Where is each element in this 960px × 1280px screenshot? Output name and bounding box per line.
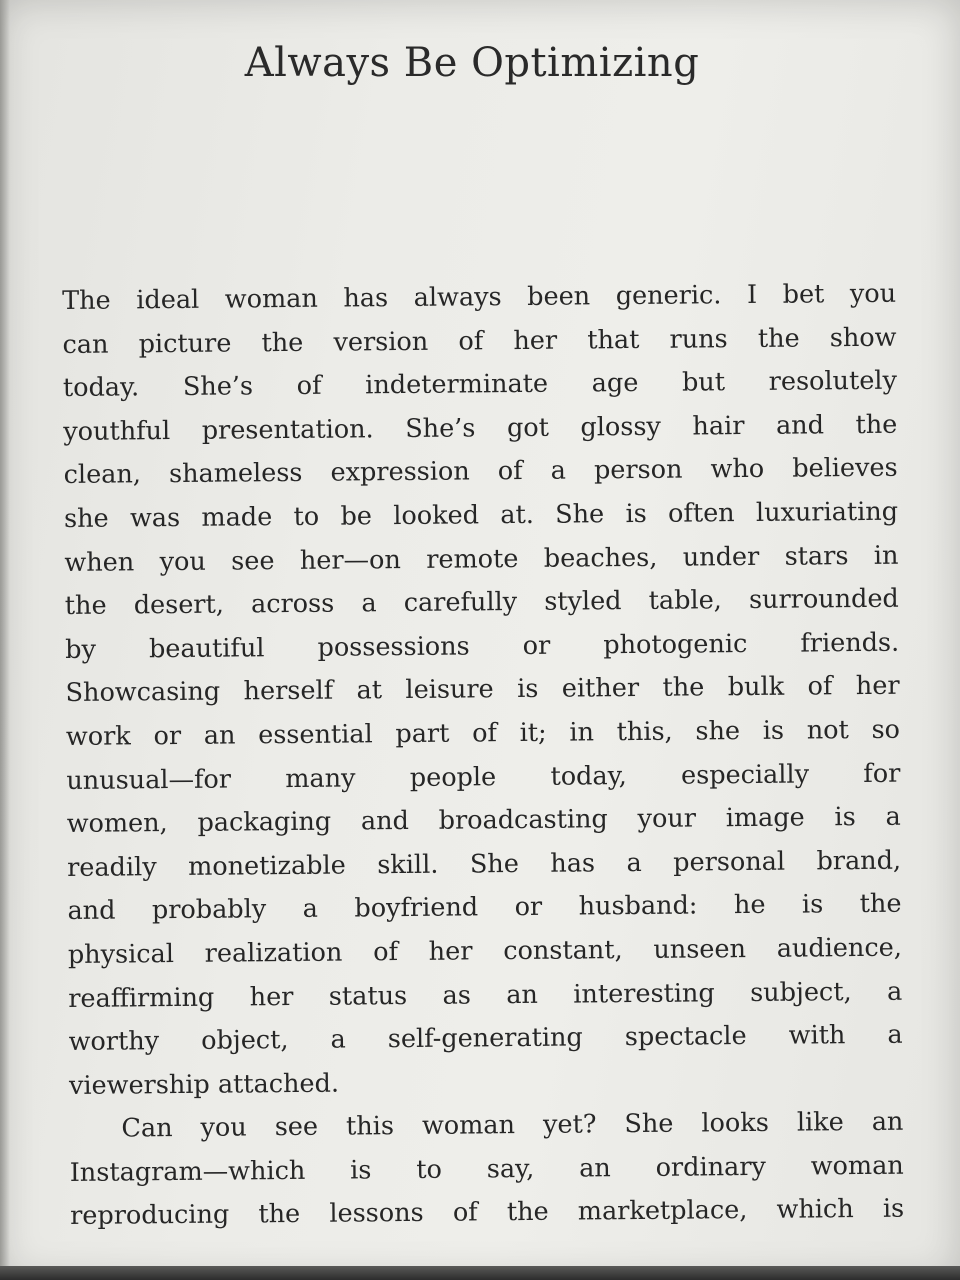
- chapter-title: Always Be Optimizing: [244, 40, 700, 86]
- text-line: reproducing the lessons of the marketplace, which is: [70, 1194, 905, 1232]
- text-line: when you see her—on remote beaches, under stars in: [64, 540, 899, 578]
- page-body-text: [62, 273, 904, 1239]
- text-line: Instagram—which is to say, an ordinary woman: [69, 1150, 904, 1188]
- text-line: she was made to be looked at. She is often luxuriating: [63, 496, 899, 534]
- text-line: worthy object, a self-generating spectacle with a: [68, 1019, 903, 1058]
- text-line: The ideal woman has always been generic. I bet you: [62, 278, 897, 316]
- text-line: work or an essential part of it; in this, she is not so: [65, 714, 901, 752]
- text-line: Can you see this woman yet? She looks like an: [121, 1106, 904, 1144]
- text-line: clean, shameless expression of a person who believes: [63, 453, 898, 491]
- text-line: the desert, across a carefully styled table, surrounded: [64, 583, 899, 622]
- text-line: reaffirming her status as an interesting subject, a: [68, 976, 903, 1014]
- text-line: and probably a boyfriend or husband: he is the: [67, 889, 902, 927]
- text-line: unusual—for many people today, especially for: [66, 758, 901, 796]
- device-bezel-left: [0, 0, 10, 1280]
- device-bezel-bottom: [0, 1266, 960, 1280]
- text-line: Showcasing herself at leisure is either the bulk of her: [65, 671, 900, 709]
- text-line: viewership attached.: [68, 1068, 340, 1101]
- text-line: women, packaging and broadcasting your image is a: [66, 801, 901, 840]
- text-line: today. She’s of indeterminate age but resolutely: [62, 365, 898, 404]
- text-line: youthful presentation. She’s got glossy hair and the: [63, 409, 898, 447]
- text-line: can picture the version of her that runs the show: [62, 322, 897, 360]
- text-line: readily monetizable skill. She has a personal brand,: [66, 845, 902, 883]
- text-line: physical realization of her constant, unseen audience,: [67, 932, 902, 970]
- text-line: by beautiful possessions or photogenic friends.: [65, 627, 900, 665]
